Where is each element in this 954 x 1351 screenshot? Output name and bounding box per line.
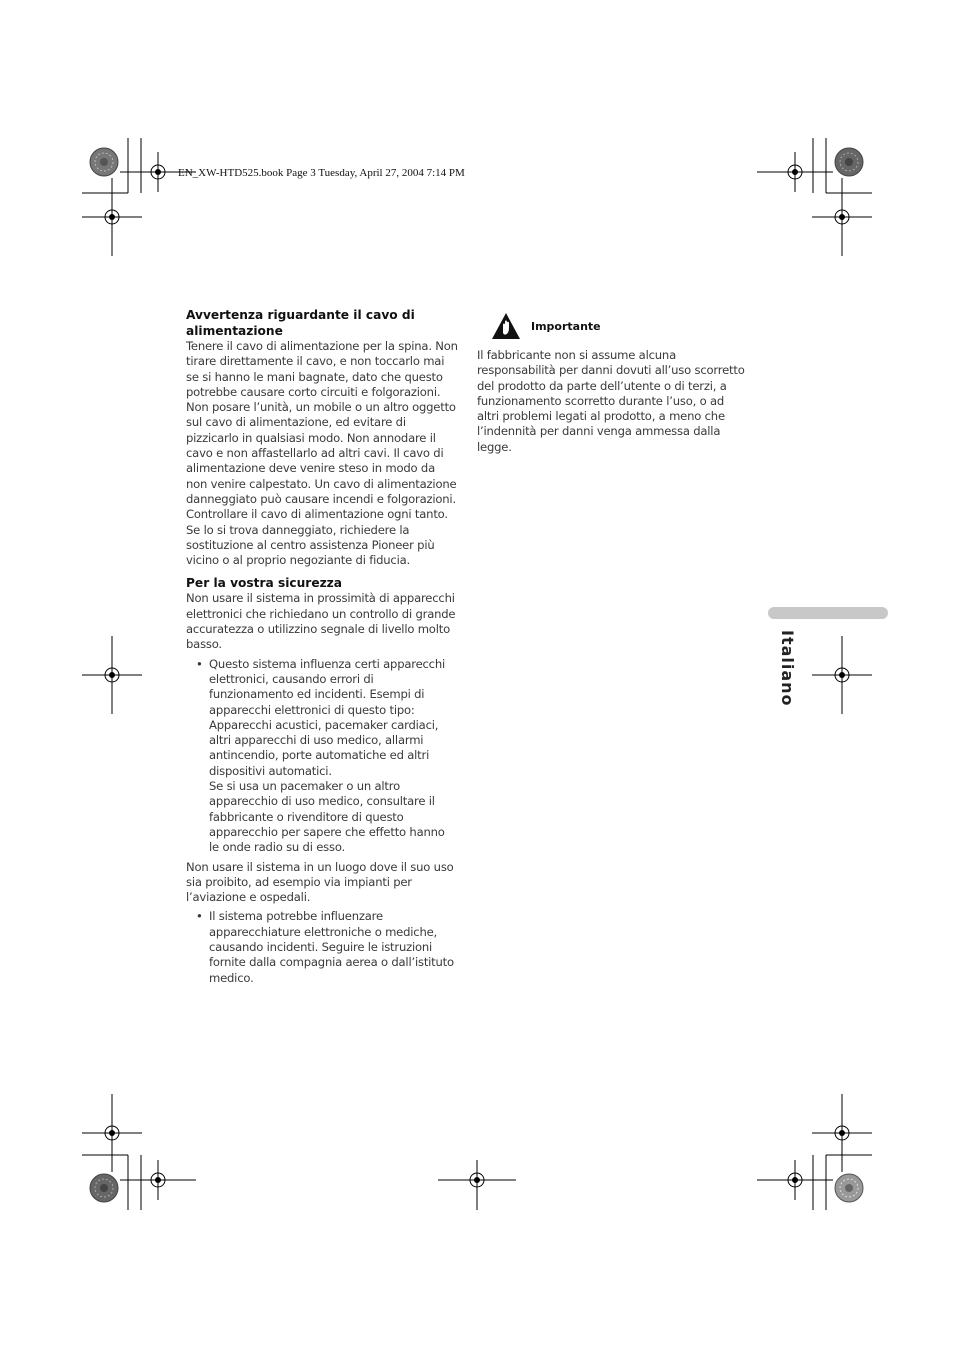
registration-mark-icon: [757, 152, 833, 192]
right-column: [477, 312, 749, 455]
bullet-icon: •: [196, 909, 203, 924]
registration-mark-icon: [82, 636, 142, 714]
section-title-safety: Per la vostra sicurezza: [186, 576, 342, 591]
registration-mark-icon: [438, 1160, 516, 1210]
important-heading-row: [491, 312, 749, 340]
language-tab-bar: [768, 607, 888, 619]
registration-mark-icon: [812, 1094, 872, 1172]
section-title-power-cord: Avvertenza riguardante il cavo di alimentazione: [186, 308, 415, 338]
hand-warning-icon: [491, 312, 521, 340]
section-body-power-cord: Tenere il cavo di alimentazione per la spina. Non tirare direttamente il cavo, e non toccarlo mai se si hanno le mani bagnate, dato che questo potrebbe causare corto circuiti e folgorazioni. Non posare l’unità, un mobile o un altro oggetto sul cavo di alimentazione, ed evitare di pizzicarlo in qualsiasi modo. Non annodare il cavo e non affastellarlo ad altri cavi. Il cavo di alimentazione deve venire steso in modo da non venire calpestato. Un cavo di alimentazione danneggiato può causare incendi e folgorazioni. Controllare il cavo di alimentazione ogni tanto. Se lo si trova danneggiato, richiedere la sostituzione al centro assistenza Pioneer più vicino o al proprio negoziante di fiducia.: [186, 339, 458, 568]
color-target-icon: [835, 148, 863, 176]
color-target-icon: [835, 1174, 863, 1202]
registration-mark-icon: [757, 1160, 833, 1200]
safety-paragraph-2: Non usare il sistema in un luogo dove il suo uso sia proibito, ad esempio via impianti per l’aviazione e ospedali.: [186, 859, 454, 905]
language-tab-label: Italiano: [778, 630, 797, 707]
important-body: Il fabbricante non si assume alcuna responsabilità per danni dovuti all’uso scorretto del prodotto da parte dell’utente o di terzi, a funzionamento scorretto durante l’uso, o ad altri problemi legati al prodotto, a meno che l’indennità per danni venga ammessa dalla legge.: [477, 348, 745, 454]
bullet-text-continued: Se si usa un pacemaker o un altro apparecchio di uso medico, consultare il fabbricante o rivenditore di questo apparecchio per sapere che effetto hanno le onde radio su di esso.: [209, 779, 445, 855]
registration-mark-icon: [82, 1094, 142, 1172]
safety-intro-paragraph: Non usare il sistema in prossimità di apparecchi elettronici che richiedano un controllo di grande accuratezza o utilizzino segnale di livello molto basso.: [186, 591, 456, 652]
color-target-icon: [90, 148, 118, 176]
bullet-icon: •: [196, 656, 203, 671]
safety-bullet-list-1: [186, 657, 458, 856]
registration-mark-icon: [812, 636, 872, 714]
registration-mark-icon: [82, 178, 142, 256]
left-column: [186, 307, 458, 990]
important-title: Importante: [531, 319, 601, 333]
list-item: [186, 909, 458, 985]
registration-mark-icon: [120, 1160, 196, 1200]
safety-bullet-list-2: [186, 909, 458, 985]
bullet-text: Questo sistema influenza certi apparecchi elettronici, causando errori di funzionamento ed incidenti. Esempi di apparecchi elettronici di questo tipo: Apparecchi acustici, pacemaker cardiaci, altri apparecchi di uso medico, allarmi antincendio, porte automatiche ed altri dispositivi automatici.: [209, 656, 446, 778]
bullet-text: Il sistema potrebbe influenzare apparecchiature elettroniche o mediche, causando incidenti. Seguire le istruzioni fornite dalla compagnia aerea o dall’istituto medico.: [209, 909, 454, 985]
registration-mark-icon: [812, 178, 872, 256]
book-header-line: EN_XW-HTD525.book Page 3 Tuesday, April 27, 2004 7:14 PM: [178, 167, 465, 179]
color-target-icon: [90, 1174, 118, 1202]
list-item: [186, 657, 458, 856]
